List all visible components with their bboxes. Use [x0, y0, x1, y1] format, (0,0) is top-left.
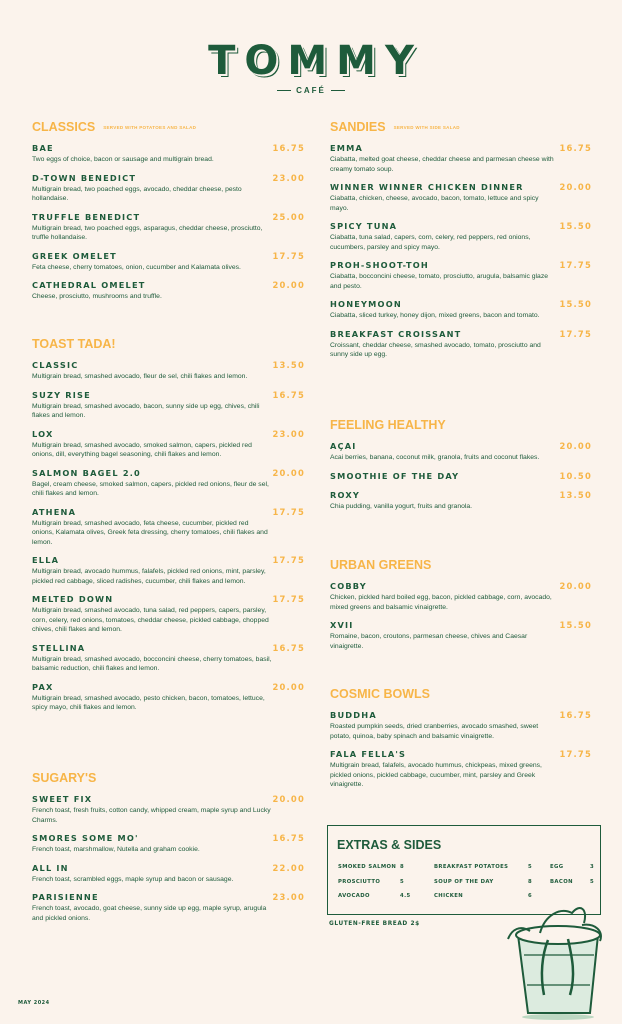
item-description: Multigrain bread, two poached eggs, avocado, cheddar cheese, pesto hollandaise.	[32, 185, 242, 202]
menu-section	[32, 337, 305, 721]
item-price: 17.75	[272, 555, 305, 565]
item-description: French toast, scrambled eggs, maple syrup and bacon or sausage.	[32, 875, 234, 883]
item-description: Roasted pumpkin seeds, dried cranberries, avocado smashed, sweet potato, quinoa, baby spinach and balsamic vinaigrette.	[330, 723, 539, 740]
section-title-text: SUGARY'S	[32, 771, 97, 785]
menu-item	[32, 507, 305, 548]
menu-section	[330, 558, 592, 659]
gluten-free-note: GLUTEN-FREE BREAD 2$	[329, 921, 420, 927]
menu-section	[330, 418, 592, 519]
section-note: SERVED WITH POTATOES AND SALAD	[103, 125, 197, 131]
section-title	[330, 120, 592, 134]
extra-price: 5	[400, 879, 405, 885]
extra-name: BREAKFAST POTATOES	[434, 864, 509, 870]
menu-item	[32, 643, 305, 674]
item-description: Multigrain bread, smashed avocado, tuna salad, red peppers, capers, parsley, corn, celery, red onions, tomatoes, cheddar cheese, pickled cabbage, chopped chives, chili flakes and lemon.	[32, 607, 269, 633]
section-title	[330, 558, 592, 572]
menu-section	[330, 120, 592, 368]
item-price: 17.75	[559, 749, 592, 759]
item-description: Cheese, prosciutto, mushrooms and truffle.	[32, 293, 162, 300]
brand-name: TOMMY	[208, 38, 423, 84]
menu-item	[330, 329, 592, 360]
menu-item	[32, 892, 305, 923]
item-name: PROH-SHOOT-TOH	[330, 260, 429, 270]
menu-item	[330, 749, 592, 790]
item-description: Multigrain bread, two poached eggs, asparagus, cheddar cheese, prosciutto, truffle hollandaise.	[32, 224, 263, 241]
menu-item	[32, 429, 305, 460]
section-title-text: CLASSICS	[32, 120, 96, 134]
item-price: 17.75	[272, 506, 305, 517]
item-name: SPICY TUNA	[330, 221, 398, 231]
extra-name: BACON	[550, 879, 573, 885]
menu-item	[32, 251, 305, 273]
section-title-text: SANDIES	[330, 120, 386, 134]
item-name: SALMON BAGEL 2.0	[32, 467, 141, 478]
item-price: 20.00	[272, 280, 305, 290]
menu-section	[330, 687, 592, 798]
extra-name: PROSCIUTTO	[338, 879, 381, 885]
menu-item	[330, 143, 592, 174]
menu-item	[32, 682, 305, 713]
item-description: Two eggs of choice, bacon or sausage and multigrain bread.	[32, 156, 214, 163]
item-name: BUDDHA	[330, 710, 377, 720]
item-price: 16.75	[272, 143, 305, 153]
item-name: STELLINA	[32, 642, 86, 653]
item-name: COBBY	[330, 581, 367, 591]
item-price: 13.50	[559, 489, 592, 500]
item-price: 17.75	[559, 328, 592, 339]
menu-item	[32, 594, 305, 635]
item-price: 16.75	[272, 833, 305, 843]
item-name: PARISIENNE	[32, 892, 99, 902]
menu-item	[32, 212, 305, 243]
item-name: HONEYMOON	[330, 299, 402, 309]
item-name: FALA FELLA'S	[330, 749, 407, 759]
item-name: CATHEDRAL OMELET	[32, 280, 146, 290]
menu-item	[330, 490, 592, 512]
extra-price: 5	[528, 864, 533, 870]
item-name: WINNER WINNER CHICKEN DINNER	[330, 182, 524, 192]
item-name: SUZY RISE	[32, 389, 91, 400]
item-name: BREAKFAST CROISSANT	[330, 328, 462, 339]
extra-price: 6	[528, 893, 533, 899]
item-name: SWEET FIX	[32, 794, 93, 804]
item-price: 23.00	[272, 172, 305, 183]
item-name: ELLA	[32, 555, 60, 565]
item-description: French toast, fresh fruits, cotton candy, whipped cream, maple syrup and Lucky Charms.	[32, 807, 271, 824]
extra-name: SMOKED SALMON	[338, 864, 397, 870]
menu-item	[32, 143, 305, 165]
section-title	[32, 337, 305, 351]
item-description: Bagel, cream cheese, smoked salmon, capers, pickled red onions, fleur de sel, chili flakes and lemon.	[32, 480, 269, 497]
item-name: GREEK OMELET	[32, 250, 117, 261]
item-price: 17.75	[272, 250, 305, 261]
menu-item	[32, 833, 305, 855]
brand-subtitle	[0, 86, 622, 95]
logo	[0, 38, 622, 95]
item-price: 20.00	[559, 182, 592, 192]
menu-item	[330, 221, 592, 252]
item-description: Multigrain bread, smashed avocado, fleur de sel, chili flakes and lemon.	[32, 373, 248, 380]
extra-price: 8	[528, 879, 533, 885]
item-name: ALL IN	[32, 862, 69, 873]
menu-item	[32, 280, 305, 302]
section-title-text: FEELING HEALTHY	[330, 418, 446, 432]
item-price: 23.00	[272, 892, 305, 902]
item-price: 16.75	[559, 710, 592, 720]
section-title-text: TOAST TADA!	[32, 337, 116, 351]
menu-item	[330, 299, 592, 321]
cup-illustration-icon	[500, 895, 615, 1020]
item-description: Chia pudding, vanilla yogurt, fruits and granola.	[330, 502, 473, 510]
item-price: 20.00	[272, 794, 305, 804]
item-description: French toast, avocado, goat cheese, sunny side up egg, maple syrup, arugula and pickled onions.	[32, 905, 267, 922]
item-price: 10.50	[559, 470, 592, 481]
item-name: ROXY	[330, 489, 361, 500]
item-price: 20.00	[559, 581, 592, 591]
item-description: Chicken, pickled hard boiled egg, bacon, pickled cabbage, corn, avocado, mixed greens and balsamic vinaigrette.	[330, 594, 552, 611]
menu-item	[330, 581, 592, 612]
section-title-text: URBAN GREENS	[330, 558, 432, 572]
item-price: 23.00	[272, 428, 305, 439]
item-description: Multigrain bread, smashed avocado, smoked salmon, capers, pickled red onions, dill, everything bagel seasoning, chili flakes and lemon.	[32, 441, 252, 458]
item-price: 16.75	[272, 642, 305, 653]
item-price: 20.00	[559, 441, 592, 451]
item-price: 20.00	[272, 681, 305, 692]
item-description: Croissant, cheddar cheese, smashed avocado, tomato, prosciutto and sunny side up egg.	[330, 341, 541, 358]
item-name: SMORES SOME MO'	[32, 833, 139, 843]
extra-name: CHICKEN	[434, 893, 464, 899]
menu-item	[330, 620, 592, 651]
item-price: 25.00	[272, 211, 305, 222]
item-price: 16.75	[272, 389, 305, 400]
item-description: French toast, marshmallow, Nutella and graham cookie.	[32, 846, 200, 853]
item-name: EMMA	[330, 143, 364, 153]
section-title	[330, 418, 592, 432]
menu-item	[32, 390, 305, 421]
cafe-label: CAFÉ	[296, 86, 326, 95]
item-name: LOX	[32, 428, 54, 439]
extra-price: 5	[590, 879, 595, 885]
item-description: Multigrain bread, falafels, avocado hummus, chickpeas, mixed greens, pickled onions, pickled cabbage, cucumber, mint, parsley and Greek vinaigrette.	[330, 762, 542, 788]
item-name: PAX	[32, 681, 54, 692]
item-description: Feta cheese, cherry tomatoes, onion, cucumber and Kalamata olives.	[32, 263, 241, 271]
menu-item	[32, 555, 305, 586]
section-title	[330, 687, 592, 701]
item-price: 17.75	[272, 594, 305, 604]
extras-title: EXTRAS & SIDES	[337, 838, 442, 852]
extra-price: 4.5	[400, 893, 411, 899]
item-name: TRUFFLE BENEDICT	[32, 211, 141, 222]
menu-item	[32, 360, 305, 382]
item-name: ATHENA	[32, 506, 77, 517]
item-name: BAE	[32, 143, 54, 153]
extra-name: SOUP OF THE DAY	[434, 879, 494, 885]
item-name: D-TOWN BENEDICT	[32, 172, 137, 183]
item-description: Ciabatta, sliced turkey, honey dijon, mixed greens, bacon and tomato.	[330, 312, 540, 319]
item-description: Multigrain bread, smashed avocado, bacon, sunny side up egg, chives, chili flakes and lemon.	[32, 402, 260, 419]
item-price: 22.00	[272, 862, 305, 873]
item-name: MELTED DOWN	[32, 594, 114, 604]
menu-item	[330, 441, 592, 463]
item-name: CLASSIC	[32, 360, 79, 370]
menu-item	[330, 260, 592, 291]
item-description: Acai berries, banana, coconut milk, granola, fruits and coconut flakes.	[330, 454, 540, 461]
item-price: 13.50	[272, 360, 305, 370]
menu-section	[32, 771, 305, 931]
item-description: Ciabatta, bocconcini cheese, tomato, prosciutto, arugula, balsamic glaze and pesto.	[330, 273, 548, 290]
extra-name: EGG	[550, 864, 564, 870]
menu-item	[330, 471, 592, 482]
menu-item	[32, 863, 305, 885]
item-price: 17.75	[559, 260, 592, 270]
extra-price: 3	[590, 864, 595, 870]
item-name: XVII	[330, 620, 354, 630]
menu-item	[32, 173, 305, 204]
item-name: SMOOTHIE OF THE DAY	[330, 470, 460, 481]
item-description: Multigrain bread, avocado hummus, falafels, pickled red onions, mint, parsley, pickled red cabbage, sliced radishes, cucumber, chili flakes and lemon.	[32, 568, 266, 585]
menu-section	[32, 120, 305, 310]
section-title-text: COSMIC BOWLS	[330, 687, 430, 701]
item-description: Ciabatta, chicken, cheese, avocado, bacon, tomato, lettuce and spicy mayo.	[330, 195, 539, 212]
item-price: 20.00	[272, 467, 305, 478]
section-title	[32, 120, 305, 134]
menu-item	[32, 794, 305, 825]
extra-name: AVOCADO	[338, 893, 370, 899]
item-price: 15.50	[559, 221, 592, 231]
item-description: Ciabatta, melted goat cheese, cheddar cheese and parmesan cheese with creamy tomato soup.	[330, 156, 554, 173]
menu-item	[32, 468, 305, 499]
item-price: 15.50	[559, 620, 592, 630]
item-description: Multigrain bread, smashed avocado, bocconcini cheese, cherry tomatoes, basil, balsamic reduction, chili flakes and lemon.	[32, 655, 272, 672]
menu-item	[330, 710, 592, 741]
item-description: Romaine, bacon, croutons, parmesan cheese, chives and Caesar vinaigrette.	[330, 633, 528, 650]
item-description: Ciabatta, tuna salad, capers, corn, celery, red peppers, red onions, cucumbers, parsley and spicy mayo.	[330, 234, 531, 251]
item-description: Multigrain bread, smashed avocado, feta cheese, cucumber, pickled red onions, Kalamata olives, Greek feta dressing, cherry tomatoes, chili flakes and lemon.	[32, 519, 268, 546]
section-title	[32, 771, 305, 785]
item-price: 16.75	[559, 143, 592, 153]
menu-date: MAY 2024	[18, 1000, 50, 1006]
extra-price: 8	[400, 864, 405, 870]
item-name: AÇAI	[330, 441, 357, 451]
item-price: 15.50	[559, 299, 592, 309]
item-description: Multigrain bread, smashed avocado, pesto chicken, bacon, tomatoes, lettuce, spicy mayo, chili flakes and lemon.	[32, 694, 265, 711]
section-note: SERVED WITH SIDE SALAD	[393, 125, 460, 131]
menu-item	[330, 182, 592, 213]
